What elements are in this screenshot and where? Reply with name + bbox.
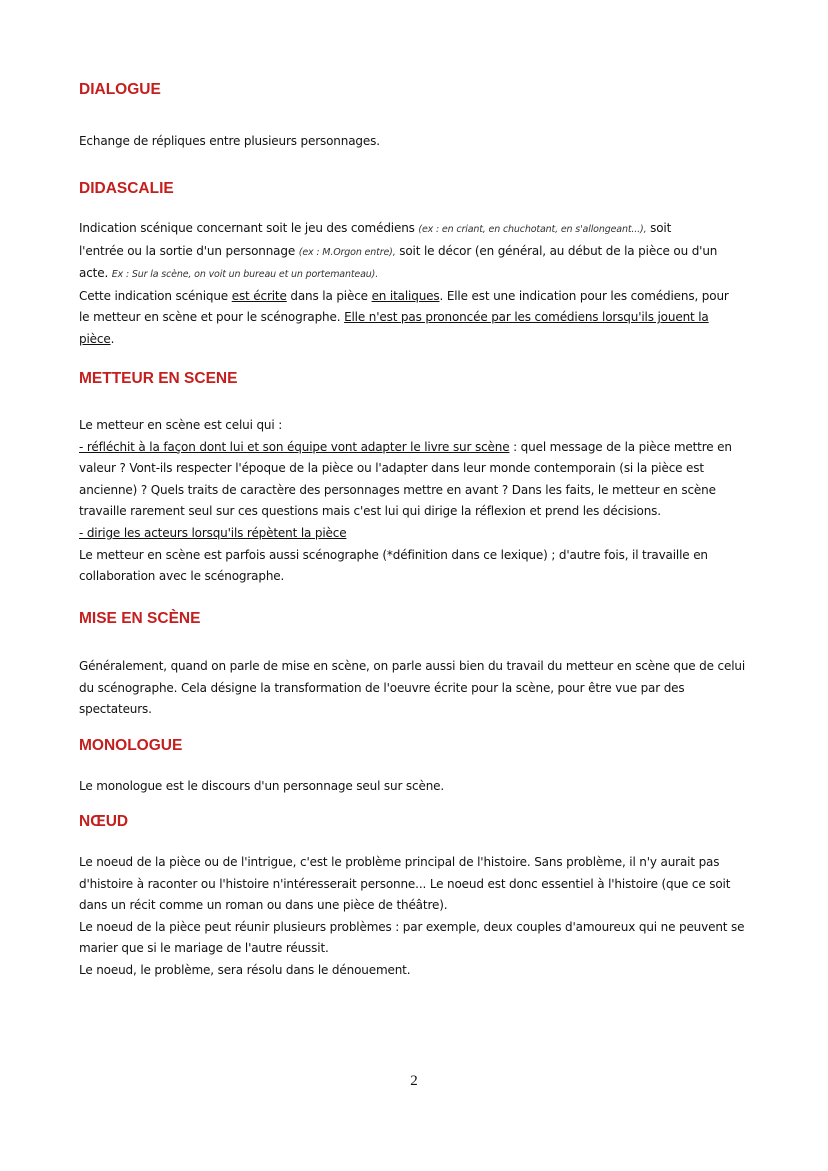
text-line: marier que si le mariage de l'autre réussit. [79,941,329,956]
text-line: Le monologue est le discours d'un personnage seul sur scène. [79,779,445,793]
term-heading-metteur-en-scene: METTEUR EN SCENE [79,370,238,387]
underlined-text: Elle n'est pas prononcée par les comédiens lorsqu'ils jouent la [344,310,709,325]
text-line: dans un récit comme un roman ou dans une pièce de théâtre). [79,898,448,913]
definition-didascalie [79,218,751,351]
definition-metteur-en-scene [79,415,751,588]
text-line: valeur ? Vont-ils respecter l'époque de la pièce ou l'adapter dans leur monde contemporain (si la pièce est [79,461,704,476]
text-line: travaille rarement seul sur ces questions mais c'est lui qui dirige la réflexion et prend les décisions. [79,504,661,519]
text-line: Indication scénique concernant soit le jeu des comédiens (ex : en criant, en chuchotant, en s'allongeant...), soit [79,221,672,235]
text-line: collaboration avec le scénographe. [79,569,285,584]
text-line: Le noeud, le problème, sera résolu dans le dénouement. [79,962,411,977]
text-line: du scénographe. Cela désigne la transformation de l'oeuvre écrite pour la scène, pour être vue par des [79,680,685,695]
text-line [79,523,751,545]
definition-mise-en-scene [79,656,751,721]
text-line: Le noeud de la pièce ou de l'intrigue, c'est le problème principal de l'histoire. Sans problème, il n'y aurait pas [79,855,720,869]
text-line: d'histoire à raconter ou l'histoire n'intéresserait personne... Le noeud est donc essentiel à l'histoire (que ce soit [79,876,731,891]
text-line: acte. Ex : Sur la scène, on voit un bureau et un portemanteau). [79,266,379,281]
underlined-text: pièce [79,331,111,346]
text-line: ancienne) ? Quels traits de caractère des personnages mettre en avant ? Dans les faits, le metteur en scène [79,482,716,497]
text-line: Echange de répliques entre plusieurs personnages. [79,134,380,148]
text-line: le metteur en scène et pour le scénographe. Elle n'est pas prononcée par les comédiens lorsqu'ils jouent la [79,310,709,325]
page-number: 2 [410,1073,418,1089]
text-line: - réfléchit à la façon dont lui et son équipe vont adapter le livre sur scène : quel message de la pièce mettre en [79,439,732,454]
text-line: Cette indication scénique est écrite dans la pièce en italiques. Elle est une indication pour les comédiens, pour [79,288,729,303]
text-line: Le noeud de la pièce peut réunir plusieurs problèmes : par exemple, deux couples d'amoureux qui ne peuvent se [79,919,745,934]
text-line: Le metteur en scène est celui qui : [79,418,283,432]
underlined-text: - dirige les acteurs lorsqu'ils répètent la pièce [79,525,347,540]
definition-monologue [79,776,751,798]
term-heading-mise-en-scene: MISE EN SCÈNE [79,610,201,627]
example-text: Ex : Sur la scène, on voit un bureau et un portemanteau). [111,269,379,281]
underlined-text: - réfléchit à la façon dont lui et son équipe vont adapter le livre sur scène [79,439,510,454]
example-text: (ex : en criant, en chuchotant, en s'allongeant...), [418,224,647,235]
underlined-text: est écrite [231,288,287,303]
text-line: pièce. [79,331,115,346]
text-line: spectateurs. [79,702,152,717]
text-line: l'entrée ou la sortie d'un personnage (ex : M.Orgon entre), soit le décor (en général, au début de la pièce ou d'un [79,243,718,258]
term-heading-monologue: MONOLOGUE [79,737,183,754]
term-heading-didascalie: DIDASCALIE [79,180,174,197]
term-heading-dialogue: DIALOGUE [79,81,161,98]
text-line: Le metteur en scène est parfois aussi scénographe (*définition dans ce lexique) ; d'autre fois, il travaille en [79,547,708,562]
term-heading-noeud: NŒUD [79,813,129,830]
underlined-text: en italiques [371,288,440,303]
text-line: Généralement, quand on parle de mise en scène, on parle aussi bien du travail du metteur en scène que de celui [79,659,746,673]
definition-noeud [79,852,751,982]
definition-dialogue [79,131,751,153]
example-text: (ex : M.Orgon entre), [298,246,396,258]
